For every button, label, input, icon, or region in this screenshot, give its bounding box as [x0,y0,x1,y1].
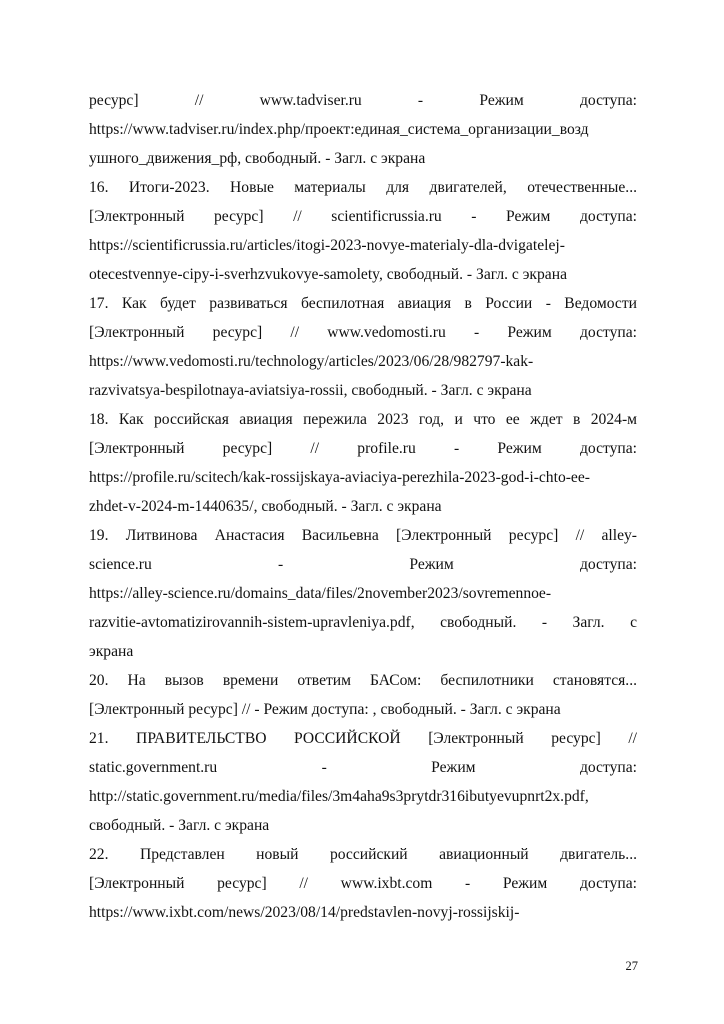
text-line: 20. На вызов времени ответим БАСом: беспилотники становятся... [89,672,637,689]
text-line: [Электронный ресурс] // - Режим доступа: , свободный. - Загл. с экрана [89,701,561,718]
text-line: zhdet-v-2024-m-1440635/, свободный. - Загл. с экрана [89,498,442,515]
text-line: https://www.ixbt.com/news/2023/08/14/predstavlen-novyj-rossijskij- [89,904,520,921]
text-line: 21. ПРАВИТЕЛЬСТВО РОССИЙСКОЙ [Электронный ресурс] // [89,730,637,747]
text-line: science.ru - Режим доступа: [89,556,637,573]
document-body [89,86,637,927]
text-line: [Электронный ресурс] // www.vedomosti.ru - Режим доступа: [89,324,637,341]
text-line: 19. Литвинова Анастасия Васильевна [Электронный ресурс] // alley- [89,527,637,544]
text-line: 17. Как будет развиваться беспилотная авиация в России - Ведомости [89,295,637,312]
page-number: 27 [625,959,638,973]
text-line: razvitie-avtomatizirovannih-sistem-upravleniya.pdf, свободный. - Загл. с [89,614,637,631]
text-line: [Электронный ресурс] // profile.ru - Режим доступа: [89,440,637,457]
text-line: http://static.government.ru/media/files/3m4aha9s3prytdr316ibutyevupnrt2x.pdf, [89,788,589,805]
text-line: 22. Представлен новый российский авиационный двигатель... [89,846,637,863]
text-line: https://profile.ru/scitech/kak-rossijskaya-aviaciya-perezhila-2023-god-i-chto-ee- [89,469,590,486]
text-line: https://www.vedomosti.ru/technology/articles/2023/06/28/982797-kak- [89,353,534,370]
text-line: https://www.tadviser.ru/index.php/проект:единая_система_организации_возд [89,121,589,138]
text-line: https://scientificrussia.ru/articles/itogi-2023-novye-materialy-dla-dvigatelej- [89,237,565,254]
text-line: [Электронный ресурс] // www.ixbt.com - Режим доступа: [89,875,637,892]
text-line: ресурс] // www.tadviser.ru - Режим доступа: [89,92,637,109]
text-line: https://alley-science.ru/domains_data/files/2november2023/sovremennoe- [89,585,552,602]
text-line: razvivatsya-bespilotnaya-aviatsiya-rossii, свободный. - Загл. с экрана [89,382,532,399]
text-line: static.government.ru - Режим доступа: [89,759,637,776]
text-line: ушного_движения_рф, свободный. - Загл. с экрана [89,150,426,167]
text-line: 18. Как российская авиация пережила 2023 год, и что ее ждет в 2024-м [89,411,637,428]
text-line: 16. Итоги-2023. Новые материалы для двигателей, отечественные... [89,179,637,196]
text-line: otecestvennye-cipy-i-sverhzvukovye-samolety, свободный. - Загл. с экрана [89,266,567,283]
text-line: экрана [89,643,134,660]
text-line: свободный. - Загл. с экрана [89,817,270,834]
text-line: [Электронный ресурс] // scientificrussia.ru - Режим доступа: [89,208,637,225]
